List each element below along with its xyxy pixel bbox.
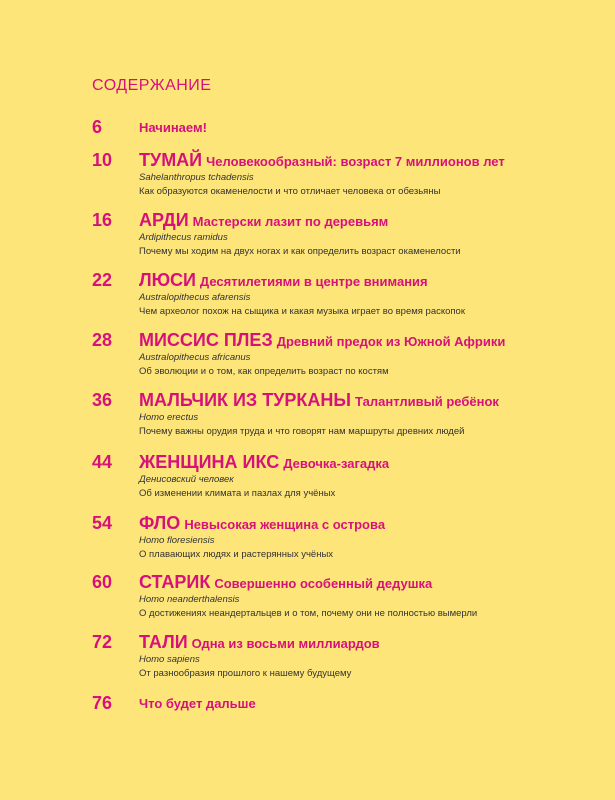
entry-tagline: Талантливый ребёнок	[355, 394, 499, 409]
entry-species: Homo neanderthalensis	[139, 594, 240, 605]
entry-species: Homo erectus	[139, 412, 199, 423]
toc-title: СОДЕРЖАНИЕ	[92, 77, 212, 94]
page-number: 72	[92, 632, 113, 652]
entry-name: ТАЛИ	[139, 632, 188, 652]
page-number: 54	[92, 513, 113, 533]
page-number: 22	[92, 270, 113, 290]
entry-name: ЖЕНЩИНА ИКС	[139, 452, 280, 472]
entry-tagline: Древний предок из Южной Африки	[276, 334, 506, 349]
entry-name: ФЛО	[139, 513, 181, 533]
entry-tagline: Мастерски лазит по деревьям	[192, 214, 389, 229]
entry-description: От разнообразия прошлого к нашему будущему	[139, 668, 352, 679]
entry-tagline: Человекообразный: возраст 7 миллионов лет	[206, 154, 505, 169]
entry-description: Как образуются окаменелости и что отличает человека от обезьяны	[139, 186, 441, 197]
entry-description: Об эволюции и о том, как определить возраст по костям	[139, 366, 389, 377]
entry-description: Почему мы ходим на двух ногах и как определить возраст окаменелости	[139, 246, 461, 257]
page-number: 36	[92, 390, 113, 410]
entry-species: Homo floresiensis	[139, 535, 215, 546]
entry-species: Homo sapiens	[139, 654, 200, 665]
entry-tagline: Совершенно особенный дедушка	[214, 576, 433, 591]
entry-tagline: Невысокая женщина с острова	[184, 517, 386, 532]
entry-name: МАЛЬЧИК ИЗ ТУРКАНЫ	[139, 390, 352, 410]
entry-species: Денисовский человек	[139, 474, 234, 485]
entry-title: Начинаем!	[139, 120, 207, 135]
page-number: 6	[92, 117, 103, 137]
page-number: 76	[92, 693, 113, 713]
entry-tagline: Десятилетиями в центре внимания	[199, 274, 428, 289]
entry-description: Чем археолог похож на сыщика и какая музыка играет во время раскопок	[139, 306, 466, 317]
page-number: 44	[92, 452, 113, 472]
entry-tagline: Одна из восьми миллиардов	[191, 636, 380, 651]
entry-tagline: Девочка-загадка	[283, 456, 390, 471]
entry-species: Australopithecus afarensis	[139, 292, 251, 303]
page-number: 16	[92, 210, 113, 230]
entry-description: Почему важны орудия труда и что говорят нам маршруты древних людей	[139, 426, 465, 437]
entry-name: АРДИ	[139, 210, 189, 230]
entry-name: ЛЮСИ	[139, 270, 196, 290]
entry-name: ТУМАЙ	[139, 150, 203, 170]
entry-name: СТАРИК	[139, 572, 211, 592]
entry-species: Sahelanthropus tchadensis	[139, 172, 254, 183]
entry-species: Australopithecus africanus	[139, 352, 251, 363]
entry-name: МИССИС ПЛЕЗ	[139, 330, 273, 350]
entry-description: О достижениях неандертальцев и о том, почему они не полностью вымерли	[139, 608, 478, 619]
page-number: 60	[92, 572, 113, 592]
entry-title: Что будет дальше	[139, 696, 256, 711]
page-number: 10	[92, 150, 113, 170]
entry-description: Об изменении климата и пазлах для учёных	[139, 488, 336, 499]
page-number: 28	[92, 330, 113, 350]
entry-species: Ardipithecus ramidus	[139, 232, 228, 243]
entry-description: О плавающих людях и растерянных учёных	[139, 549, 334, 560]
